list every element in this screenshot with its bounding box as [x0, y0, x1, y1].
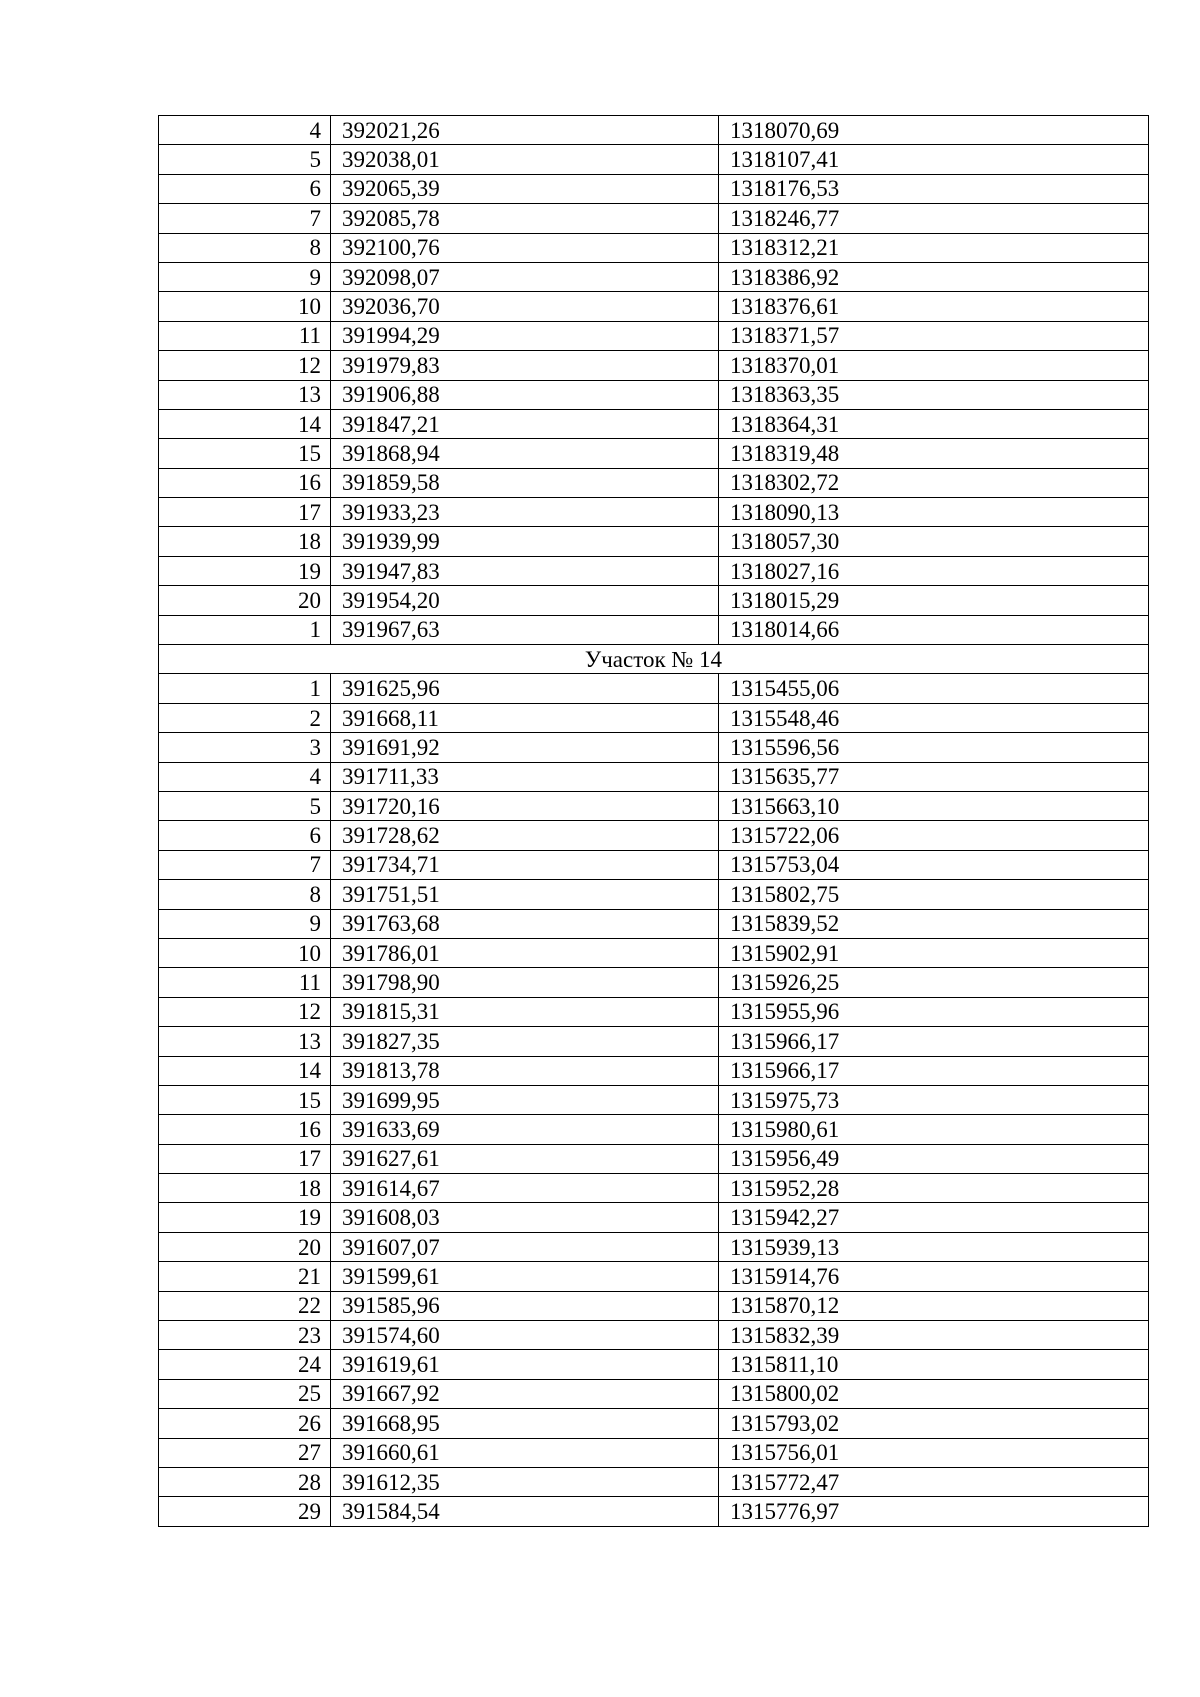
y-coordinate-cell: 1318386,92 — [719, 262, 1149, 291]
point-number-cell: 6 — [159, 174, 331, 203]
table-row — [159, 850, 1149, 879]
table-row — [159, 1056, 1149, 1085]
x-coordinate-cell: 391627,61 — [331, 1144, 719, 1173]
table-row — [159, 498, 1149, 527]
point-number-cell: 13 — [159, 1027, 331, 1056]
table-row — [159, 380, 1149, 409]
table-row — [159, 116, 1149, 145]
x-coordinate-cell: 392038,01 — [331, 145, 719, 174]
point-number-cell: 5 — [159, 145, 331, 174]
point-number-cell: 28 — [159, 1467, 331, 1496]
x-coordinate-cell: 391660,61 — [331, 1438, 719, 1467]
table-row — [159, 674, 1149, 703]
x-coordinate-cell: 391979,83 — [331, 351, 719, 380]
x-coordinate-cell: 391786,01 — [331, 938, 719, 967]
y-coordinate-cell: 1315966,17 — [719, 1056, 1149, 1085]
y-coordinate-cell: 1315926,25 — [719, 968, 1149, 997]
section-title: Участок № 14 — [159, 645, 1149, 674]
point-number-cell: 9 — [159, 909, 331, 938]
point-number-cell: 18 — [159, 527, 331, 556]
y-coordinate-cell: 1315955,96 — [719, 997, 1149, 1026]
x-coordinate-cell: 391827,35 — [331, 1027, 719, 1056]
table-row — [159, 204, 1149, 233]
x-coordinate-cell: 391947,83 — [331, 556, 719, 585]
table-row — [159, 1497, 1149, 1526]
point-number-cell: 29 — [159, 1497, 331, 1526]
table-row — [159, 909, 1149, 938]
x-coordinate-cell: 391751,51 — [331, 880, 719, 909]
point-number-cell: 1 — [159, 674, 331, 703]
point-number-cell: 11 — [159, 321, 331, 350]
x-coordinate-cell: 391939,99 — [331, 527, 719, 556]
point-number-cell: 22 — [159, 1291, 331, 1320]
x-coordinate-cell: 392036,70 — [331, 292, 719, 321]
y-coordinate-cell: 1315756,01 — [719, 1438, 1149, 1467]
y-coordinate-cell: 1315548,46 — [719, 703, 1149, 732]
y-coordinate-cell: 1318107,41 — [719, 145, 1149, 174]
y-coordinate-cell: 1315914,76 — [719, 1262, 1149, 1291]
table-row — [159, 1321, 1149, 1350]
x-coordinate-cell: 392021,26 — [331, 116, 719, 145]
point-number-cell: 27 — [159, 1438, 331, 1467]
table-row — [159, 1438, 1149, 1467]
point-number-cell: 4 — [159, 116, 331, 145]
table-row — [159, 1027, 1149, 1056]
point-number-cell: 24 — [159, 1350, 331, 1379]
x-coordinate-cell: 391607,07 — [331, 1232, 719, 1261]
x-coordinate-cell: 391619,61 — [331, 1350, 719, 1379]
y-coordinate-cell: 1315839,52 — [719, 909, 1149, 938]
table-row — [159, 556, 1149, 585]
x-coordinate-cell: 391720,16 — [331, 791, 719, 820]
y-coordinate-cell: 1318371,57 — [719, 321, 1149, 350]
x-coordinate-cell: 391612,35 — [331, 1467, 719, 1496]
point-number-cell: 6 — [159, 821, 331, 850]
point-number-cell: 13 — [159, 380, 331, 409]
point-number-cell: 14 — [159, 1056, 331, 1085]
y-coordinate-cell: 1315980,61 — [719, 1115, 1149, 1144]
y-coordinate-cell: 1318015,29 — [719, 586, 1149, 615]
x-coordinate-cell: 391574,60 — [331, 1321, 719, 1350]
x-coordinate-cell: 391728,62 — [331, 821, 719, 850]
point-number-cell: 7 — [159, 850, 331, 879]
point-number-cell: 18 — [159, 1174, 331, 1203]
x-coordinate-cell: 391859,58 — [331, 468, 719, 497]
y-coordinate-cell: 1318246,77 — [719, 204, 1149, 233]
y-coordinate-cell: 1315776,97 — [719, 1497, 1149, 1526]
y-coordinate-cell: 1315802,75 — [719, 880, 1149, 909]
table-row — [159, 1379, 1149, 1408]
table-row — [159, 791, 1149, 820]
y-coordinate-cell: 1318014,66 — [719, 615, 1149, 644]
table-row — [159, 1291, 1149, 1320]
x-coordinate-cell: 392065,39 — [331, 174, 719, 203]
y-coordinate-cell: 1315902,91 — [719, 938, 1149, 967]
point-number-cell: 17 — [159, 1144, 331, 1173]
x-coordinate-cell: 391584,54 — [331, 1497, 719, 1526]
x-coordinate-cell: 391691,92 — [331, 733, 719, 762]
y-coordinate-cell: 1315455,06 — [719, 674, 1149, 703]
table-row — [159, 703, 1149, 732]
table-row — [159, 233, 1149, 262]
x-coordinate-cell: 391668,11 — [331, 703, 719, 732]
table-row — [159, 997, 1149, 1026]
x-coordinate-cell: 392098,07 — [331, 262, 719, 291]
section-row — [159, 645, 1149, 674]
x-coordinate-cell: 391815,31 — [331, 997, 719, 1026]
point-number-cell: 14 — [159, 409, 331, 438]
table-row — [159, 527, 1149, 556]
table-row — [159, 1467, 1149, 1496]
y-coordinate-cell: 1315663,10 — [719, 791, 1149, 820]
point-number-cell: 17 — [159, 498, 331, 527]
y-coordinate-cell: 1315942,27 — [719, 1203, 1149, 1232]
point-number-cell: 19 — [159, 1203, 331, 1232]
point-number-cell: 25 — [159, 1379, 331, 1408]
x-coordinate-cell: 391625,96 — [331, 674, 719, 703]
y-coordinate-cell: 1315753,04 — [719, 850, 1149, 879]
point-number-cell: 11 — [159, 968, 331, 997]
y-coordinate-cell: 1315772,47 — [719, 1467, 1149, 1496]
point-number-cell: 8 — [159, 880, 331, 909]
y-coordinate-cell: 1318057,30 — [719, 527, 1149, 556]
table-row — [159, 762, 1149, 791]
table-row — [159, 351, 1149, 380]
point-number-cell: 26 — [159, 1409, 331, 1438]
x-coordinate-cell: 391667,92 — [331, 1379, 719, 1408]
y-coordinate-cell: 1318312,21 — [719, 233, 1149, 262]
table-row — [159, 1085, 1149, 1114]
x-coordinate-cell: 392085,78 — [331, 204, 719, 233]
point-number-cell: 1 — [159, 615, 331, 644]
table-row — [159, 174, 1149, 203]
x-coordinate-cell: 391813,78 — [331, 1056, 719, 1085]
x-coordinate-cell: 391763,68 — [331, 909, 719, 938]
y-coordinate-cell: 1318070,69 — [719, 116, 1149, 145]
x-coordinate-cell: 391933,23 — [331, 498, 719, 527]
y-coordinate-cell: 1318364,31 — [719, 409, 1149, 438]
y-coordinate-cell: 1315811,10 — [719, 1350, 1149, 1379]
y-coordinate-cell: 1315952,28 — [719, 1174, 1149, 1203]
y-coordinate-cell: 1315793,02 — [719, 1409, 1149, 1438]
point-number-cell: 19 — [159, 556, 331, 585]
y-coordinate-cell: 1318090,13 — [719, 498, 1149, 527]
point-number-cell: 4 — [159, 762, 331, 791]
point-number-cell: 20 — [159, 1232, 331, 1261]
x-coordinate-cell: 391599,61 — [331, 1262, 719, 1291]
point-number-cell: 10 — [159, 938, 331, 967]
x-coordinate-cell: 391906,88 — [331, 380, 719, 409]
y-coordinate-cell: 1315870,12 — [719, 1291, 1149, 1320]
x-coordinate-cell: 391585,96 — [331, 1291, 719, 1320]
y-coordinate-cell: 1315966,17 — [719, 1027, 1149, 1056]
point-number-cell: 8 — [159, 233, 331, 262]
table-row — [159, 1409, 1149, 1438]
point-number-cell: 16 — [159, 468, 331, 497]
table-row — [159, 1174, 1149, 1203]
x-coordinate-cell: 391954,20 — [331, 586, 719, 615]
x-coordinate-cell: 391734,71 — [331, 850, 719, 879]
point-number-cell: 10 — [159, 292, 331, 321]
x-coordinate-cell: 391994,29 — [331, 321, 719, 350]
point-number-cell: 3 — [159, 733, 331, 762]
coordinates-table — [158, 115, 1149, 1527]
x-coordinate-cell: 391608,03 — [331, 1203, 719, 1232]
x-coordinate-cell: 391847,21 — [331, 409, 719, 438]
y-coordinate-cell: 1315832,39 — [719, 1321, 1149, 1350]
table-row — [159, 1350, 1149, 1379]
table-row — [159, 145, 1149, 174]
point-number-cell: 15 — [159, 1085, 331, 1114]
x-coordinate-cell: 391614,67 — [331, 1174, 719, 1203]
table-row — [159, 1203, 1149, 1232]
x-coordinate-cell: 391699,95 — [331, 1085, 719, 1114]
table-row — [159, 1115, 1149, 1144]
y-coordinate-cell: 1315635,77 — [719, 762, 1149, 791]
y-coordinate-cell: 1315956,49 — [719, 1144, 1149, 1173]
y-coordinate-cell: 1318363,35 — [719, 380, 1149, 409]
y-coordinate-cell: 1318302,72 — [719, 468, 1149, 497]
table-row — [159, 1262, 1149, 1291]
table-row — [159, 468, 1149, 497]
table-row — [159, 262, 1149, 291]
table-row — [159, 439, 1149, 468]
x-coordinate-cell: 391668,95 — [331, 1409, 719, 1438]
point-number-cell: 20 — [159, 586, 331, 615]
y-coordinate-cell: 1318176,53 — [719, 174, 1149, 203]
x-coordinate-cell: 391798,90 — [331, 968, 719, 997]
y-coordinate-cell: 1318376,61 — [719, 292, 1149, 321]
x-coordinate-cell: 392100,76 — [331, 233, 719, 262]
x-coordinate-cell: 391633,69 — [331, 1115, 719, 1144]
point-number-cell: 5 — [159, 791, 331, 820]
y-coordinate-cell: 1315596,56 — [719, 733, 1149, 762]
table-row — [159, 1144, 1149, 1173]
table-row — [159, 292, 1149, 321]
table-row — [159, 321, 1149, 350]
y-coordinate-cell: 1315800,02 — [719, 1379, 1149, 1408]
point-number-cell: 23 — [159, 1321, 331, 1350]
x-coordinate-cell: 391711,33 — [331, 762, 719, 791]
x-coordinate-cell: 391868,94 — [331, 439, 719, 468]
point-number-cell: 15 — [159, 439, 331, 468]
table-row — [159, 821, 1149, 850]
point-number-cell: 2 — [159, 703, 331, 732]
y-coordinate-cell: 1318370,01 — [719, 351, 1149, 380]
table-row — [159, 1232, 1149, 1261]
y-coordinate-cell: 1315722,06 — [719, 821, 1149, 850]
table-row — [159, 733, 1149, 762]
point-number-cell: 21 — [159, 1262, 331, 1291]
table-row — [159, 615, 1149, 644]
point-number-cell: 16 — [159, 1115, 331, 1144]
point-number-cell: 12 — [159, 351, 331, 380]
point-number-cell: 12 — [159, 997, 331, 1026]
table-row — [159, 586, 1149, 615]
table-row — [159, 880, 1149, 909]
y-coordinate-cell: 1315939,13 — [719, 1232, 1149, 1261]
y-coordinate-cell: 1318319,48 — [719, 439, 1149, 468]
y-coordinate-cell: 1315975,73 — [719, 1085, 1149, 1114]
coordinates-table-body — [159, 116, 1149, 1527]
y-coordinate-cell: 1318027,16 — [719, 556, 1149, 585]
table-row — [159, 968, 1149, 997]
point-number-cell: 7 — [159, 204, 331, 233]
x-coordinate-cell: 391967,63 — [331, 615, 719, 644]
point-number-cell: 9 — [159, 262, 331, 291]
table-row — [159, 409, 1149, 438]
table-row — [159, 938, 1149, 967]
